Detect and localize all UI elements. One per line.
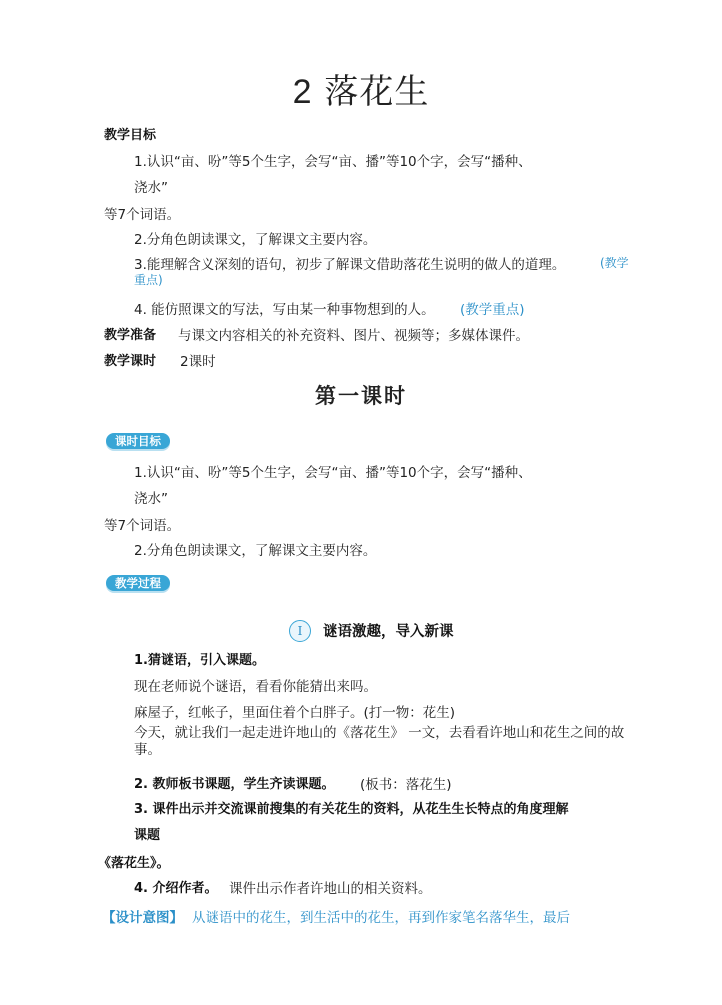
goal-4-tag: (教学重点) [460,302,525,318]
prep-text: 与课文内容相关的补充资料、图片、视频等；多媒体课件。 [178,328,529,344]
part-title: 谜语激趣，导入新课 [323,624,454,640]
step-4-text: 课件出示作者许地山的相关资料。 [229,881,432,897]
step-1-line-1: 现在老师说个谜语，看看你能猜出来吗。 [134,679,377,695]
hours-text: 2课时 [180,354,216,370]
goal-1-line-b: 浇水” [134,180,168,196]
goal-2: 2.分角色朗读课文，了解课文主要内容。 [134,232,377,248]
process-badge: 教学过程 [106,575,170,591]
lesson-goal-1-line-b: 浇水” [134,491,168,507]
step-1-heading: 1.猜谜语，引入课题。 [134,653,265,668]
step-3-heading-a: 3. 课件出示并交流课前搜集的有关花生的资料，从花生生长特点的角度理解 [134,802,569,817]
goal-1-line-a: 1.认识“亩、吩”等5个生字，会写“亩、播”等10个字，会写“播种、 [134,154,532,170]
hours-heading: 教学课时 [104,354,157,369]
step-3-heading-c: 《落花生》。 [98,856,170,871]
section-title: 第一课时 [315,383,407,408]
step-2-note: (板书：落花生) [360,777,452,793]
design-intent-text: 从谜语中的花生，到生活中的花生，再到作家笔名落华生，最后 [192,910,570,926]
prep-heading: 教学准备 [104,328,157,343]
goal-4: 4. 能仿照课文的写法，写由某一种事物想到的人。 [134,302,435,318]
lesson-goals-badge: 课时目标 [106,433,170,449]
goal-3: 3.能理解含义深刻的语句，初步了解课文借助落花生说明的做人的道理。 [134,257,566,273]
design-intent-tag: 【设计意图】 [102,910,183,926]
step-4-heading: 4. 介绍作者。 [134,881,218,896]
step-1-line-3: 今天，就让我们一起走进许地山的《落花生》 一文，去看看许地山和花生之间的故事。 [134,725,625,758]
lesson-goal-1-line-a: 1.认识“亩、吩”等5个生字，会写“亩、播”等10个字，会写“播种、 [134,465,532,481]
lesson-goal-2: 2.分角色朗读课文，了解课文主要内容。 [134,543,377,559]
goals-heading: 教学目标 [104,128,157,143]
step-3-heading-b: 课题 [134,828,161,843]
goal-1-line-c: 等7个词语。 [104,207,181,223]
goal-3-tag-b: 重点) [134,273,163,287]
part-number-badge: I [289,620,311,642]
goal-3-tag-a: (教学 [600,256,629,270]
lesson-goal-1-line-c: 等7个词语。 [104,518,181,534]
title-number: 2 [292,73,313,111]
title-text: 落花生 [324,72,430,112]
page-title [0,64,722,113]
step-1-line-2: 麻屋子，红帐子，里面住着个白胖子。(打一物：花生) [134,705,456,721]
step-2-heading: 2. 教师板书课题，学生齐读课题。 [134,777,335,792]
